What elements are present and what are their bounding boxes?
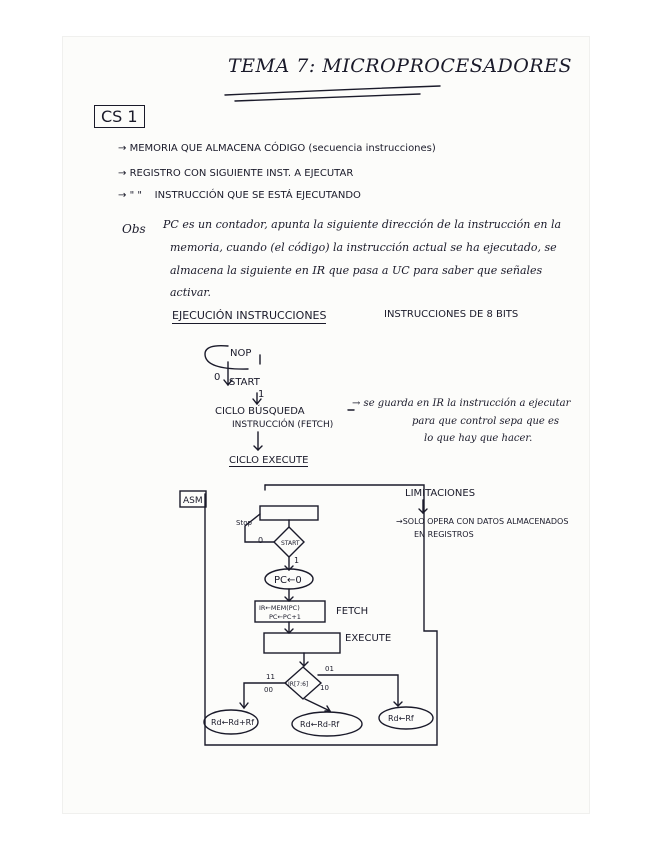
flow-zero: 0 xyxy=(214,372,221,383)
fetch-note-1: → se guarda en IR la instrucción a ejecutar xyxy=(352,398,571,409)
bullet-memory: → MEMORIA QUE ALMACENA CÓDIGO (secuencia instrucciones) xyxy=(118,143,436,154)
asm-fetch-box-l2: PC←PC+1 xyxy=(269,613,301,621)
title-underline xyxy=(225,86,440,95)
asm-branch-01: 01 xyxy=(325,665,334,673)
asm-decision-label: IR[7:6] xyxy=(288,681,309,688)
exec-heading: EJECUCIÓN INSTRUCCIONES xyxy=(172,309,327,322)
asm-fetch-box-l1: IR←MEM(PC) xyxy=(259,604,300,612)
flow-execute: CICLO EXECUTE xyxy=(229,455,309,466)
flow-nop: NOP xyxy=(230,348,252,359)
note-prefix: Obs xyxy=(122,222,146,236)
flow-start: START xyxy=(229,377,260,388)
asm-branch-11: 11 xyxy=(266,673,275,681)
asm-op-right: Rd←Rf xyxy=(388,714,414,723)
flow-fetch-l1: CICLO BÚSQUEDA xyxy=(215,406,305,417)
bits-note: INSTRUCCIONES DE 8 BITS xyxy=(384,309,519,320)
asm-branch-10: 10 xyxy=(320,684,329,692)
asm-stop-label: Stop xyxy=(236,519,252,527)
bullet-register-text: REGISTRO CON SIGUIENTE INST. A EJECUTAR xyxy=(129,168,354,179)
asm-fetch-label: FETCH xyxy=(336,606,369,617)
asm-branch-00: 00 xyxy=(264,686,273,694)
fetch-note-2: para que control sepa que es xyxy=(412,416,560,427)
limitaciones-title: LIMITACIONES xyxy=(405,488,476,499)
asm-execute-box xyxy=(264,633,340,653)
asm-zero-label: 0 xyxy=(258,536,264,545)
note-line-4: activar. xyxy=(170,286,211,299)
limitaciones-text-2: EN REGISTROS xyxy=(414,530,474,539)
asm-pc-reset-label: PC←0 xyxy=(274,575,302,586)
note-line-2: memoria, cuando (el código) la instrucción actual se ha ejecutado, se xyxy=(170,241,557,254)
asm-label: ASM xyxy=(183,496,203,506)
note-line-1: PC es un contador, apunta la siguiente dirección de la instrucción en la xyxy=(163,218,562,231)
asm-start-label: START xyxy=(281,540,300,547)
asm-op-mid: Rd←Rd-Rf xyxy=(300,720,340,729)
section-label: CS 1 xyxy=(94,105,145,128)
bullet-memory-text: MEMORIA QUE ALMACENA CÓDIGO (secuencia instrucciones) xyxy=(129,143,436,154)
flow-fetch-l2: INSTRUCCIÓN (FETCH) xyxy=(232,420,334,430)
bullet-register: → REGISTRO CON SIGUIENTE INST. A EJECUTAR xyxy=(118,168,354,179)
title-underline-2 xyxy=(235,94,420,101)
asm-one-label: 1 xyxy=(294,556,300,565)
ditto-marks: " " xyxy=(129,190,142,201)
bullet-instruction: → " " INSTRUCCIÓN QUE SE ESTÁ EJECUTANDO xyxy=(118,190,361,201)
limitaciones-text-1: →SOLO OPERA CON DATOS ALMACENADOS xyxy=(396,517,569,526)
note-line-3: almacena la siguiente en IR que pasa a UC para saber que señales xyxy=(170,264,543,277)
fetch-note-3: lo que hay que hacer. xyxy=(424,433,533,444)
page-title: TEMA 7: MICROPROCESADORES xyxy=(228,55,572,77)
flow-one: 1 xyxy=(258,389,265,400)
bullet-instruction-text: INSTRUCCIÓN QUE SE ESTÁ EJECUTANDO xyxy=(154,190,361,201)
asm-execute-label: EXECUTE xyxy=(345,633,392,644)
asm-op-left: Rd←Rd+Rf xyxy=(211,718,255,727)
asm-top-box xyxy=(260,506,318,520)
